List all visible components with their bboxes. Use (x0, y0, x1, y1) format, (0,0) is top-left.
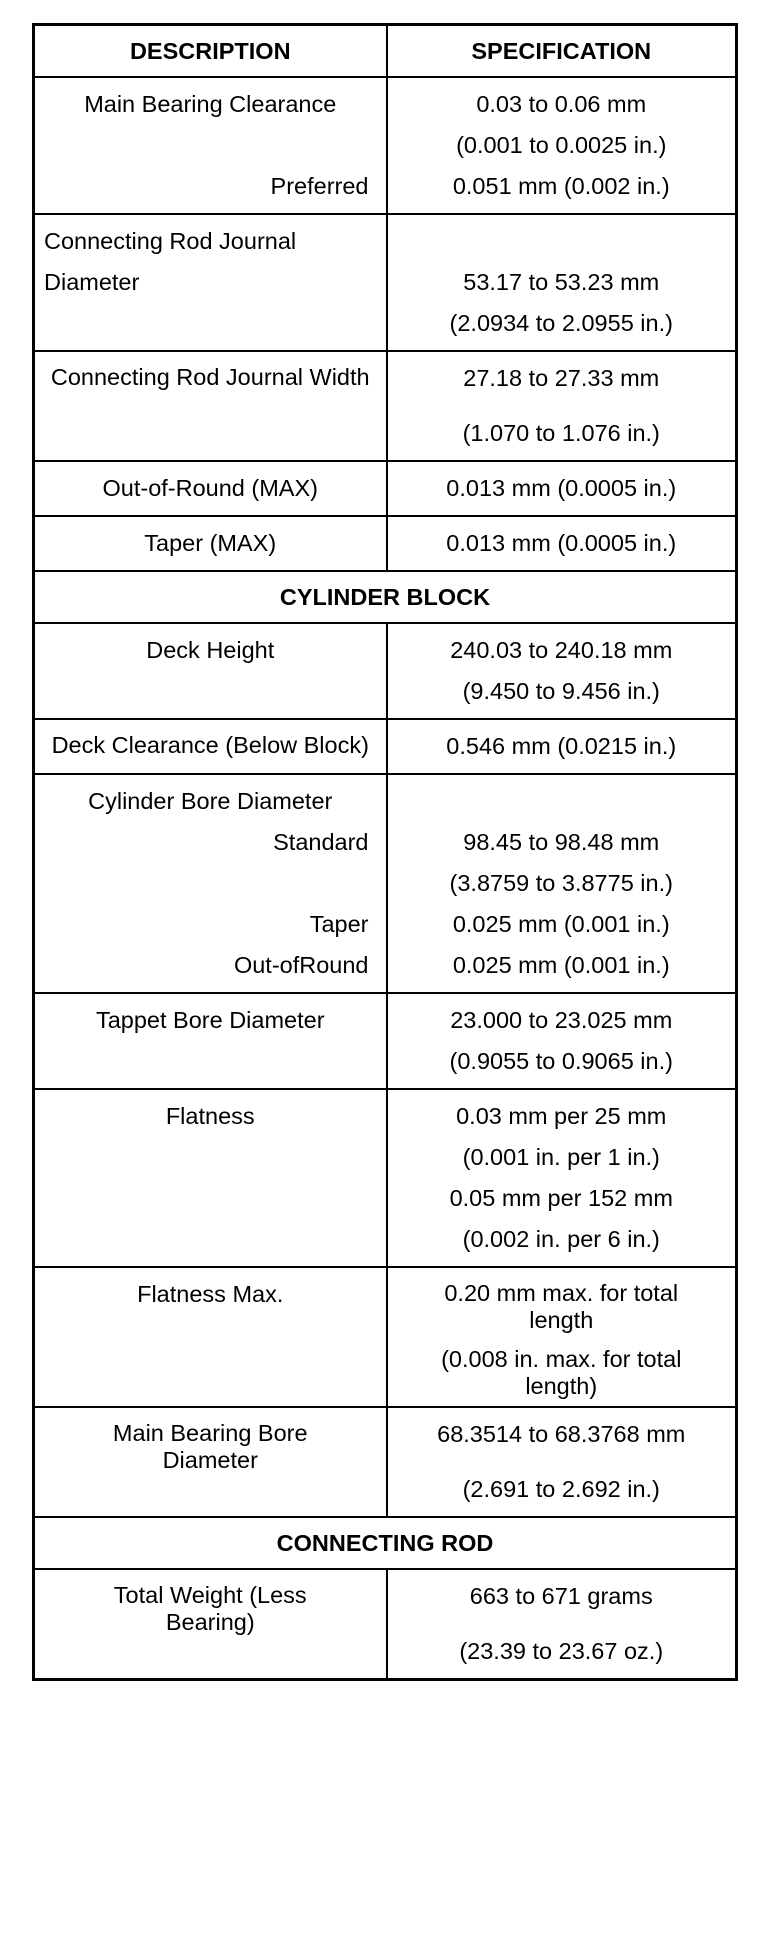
deck-height-label: Deck Height (146, 637, 275, 663)
table-row (34, 461, 737, 516)
deck-height-spec-in: (9.450 to 9.456 in.) (462, 678, 660, 704)
preferred-label: Preferred (270, 173, 369, 199)
bore-taper-label: Taper (309, 911, 369, 937)
flatness-spec-1: 0.03 mm per 25 mm (456, 1103, 667, 1129)
deck-clearance-spec: 0.546 mm (0.0215 in.) (446, 733, 677, 759)
rod-journal-width-spec-mm: 27.18 to 27.33 mm (463, 365, 660, 391)
flatness-label: Flatness (165, 1103, 255, 1129)
table-row (34, 214, 737, 351)
flatness-max-spec-2: (0.008 in. max. for total length) (441, 1346, 682, 1399)
rod-journal-width-spec-in: (1.070 to 1.076 in.) (462, 420, 660, 446)
deck-height-spec-mm: 240.03 to 240.18 mm (450, 637, 673, 663)
taper-spec: 0.013 mm (0.0005 in.) (446, 530, 677, 556)
description-cell (34, 351, 387, 461)
description-cell (34, 993, 387, 1089)
specification-header: SPECIFICATION (387, 25, 737, 78)
table-row (34, 351, 737, 461)
connecting-rod-title: CONNECTING ROD (34, 1517, 737, 1569)
description-cell (34, 774, 387, 993)
rod-journal-width-label: Connecting Rod Journal Width (50, 364, 370, 390)
specification-cell (387, 719, 737, 774)
rod-journal-diameter-spec-mm: 53.17 to 53.23 mm (463, 269, 660, 295)
table-row (34, 623, 737, 719)
specification-cell (387, 1407, 737, 1517)
description-cell (34, 214, 387, 351)
total-weight-spec-grams: 663 to 671 grams (469, 1583, 653, 1609)
specification-cell (387, 993, 737, 1089)
table-row (34, 1407, 737, 1517)
total-weight-label: Total Weight (Less Bearing) (113, 1582, 307, 1635)
specification-cell (387, 623, 737, 719)
table-row (34, 516, 737, 571)
section-row (34, 1517, 737, 1569)
total-weight-spec-oz: (23.39 to 23.67 oz.) (459, 1638, 664, 1664)
main-bearing-bore-label: Main Bearing Bore Diameter (112, 1420, 308, 1473)
description-cell (34, 1569, 387, 1680)
specification-cell (387, 214, 737, 351)
cylinder-block-title: CYLINDER BLOCK (34, 571, 737, 623)
specification-cell (387, 1267, 737, 1407)
specification-cell (387, 774, 737, 993)
specification-cell (387, 1089, 737, 1267)
specification-cell (387, 461, 737, 516)
deck-clearance-label: Deck Clearance (Below Block) (51, 732, 369, 758)
tappet-bore-label: Tappet Bore Diameter (95, 1007, 325, 1033)
bore-out-of-round-spec: 0.025 mm (0.001 in.) (452, 952, 670, 978)
description-header: DESCRIPTION (34, 25, 387, 78)
description-cell (34, 623, 387, 719)
description-cell (34, 516, 387, 571)
bore-standard-spec-mm: 98.45 to 98.48 mm (463, 829, 660, 855)
cylinder-bore-label: Cylinder Bore Diameter (88, 788, 333, 814)
section-row (34, 571, 737, 623)
flatness-spec-4: (0.002 in. per 6 in.) (462, 1226, 660, 1252)
rod-journal-diameter-label-2: Diameter (44, 269, 140, 295)
table-row (34, 719, 737, 774)
main-bearing-spec-in: (0.001 to 0.0025 in.) (456, 132, 667, 158)
spec-table (32, 23, 738, 1681)
main-bearing-bore-spec-mm: 68.3514 to 68.3768 mm (437, 1421, 686, 1447)
bore-standard-label: Standard (273, 829, 369, 855)
rod-journal-diameter-spec-in: (2.0934 to 2.0955 in.) (449, 310, 673, 336)
taper-label: Taper (MAX) (144, 530, 277, 556)
preferred-spec: 0.051 mm (0.002 in.) (452, 173, 670, 199)
specification-cell (387, 77, 737, 214)
description-cell (34, 1089, 387, 1267)
table-row (34, 1089, 737, 1267)
description-cell (34, 1407, 387, 1517)
table-row (34, 1267, 737, 1407)
bore-out-of-round-label: Out-ofRound (233, 952, 369, 978)
out-of-round-spec: 0.013 mm (0.0005 in.) (446, 475, 677, 501)
main-bearing-spec-mm: 0.03 to 0.06 mm (476, 91, 647, 117)
tappet-bore-spec-in: (0.9055 to 0.9065 in.) (449, 1048, 673, 1074)
main-bearing-clearance-label: Main Bearing Clearance (84, 91, 337, 117)
flatness-spec-3: 0.05 mm per 152 mm (449, 1185, 673, 1211)
flatness-max-spec-1: 0.20 mm max. for total length (444, 1280, 679, 1333)
table-row (34, 993, 737, 1089)
description-cell (34, 1267, 387, 1407)
specification-cell (387, 1569, 737, 1680)
out-of-round-label: Out-of-Round (MAX) (102, 475, 318, 501)
header-row (34, 25, 737, 78)
specification-cell (387, 516, 737, 571)
tappet-bore-spec-mm: 23.000 to 23.025 mm (450, 1007, 673, 1033)
rod-journal-diameter-label-1: Connecting Rod Journal (44, 228, 297, 254)
table-row (34, 774, 737, 993)
flatness-max-label: Flatness Max. (137, 1281, 284, 1307)
description-cell (34, 461, 387, 516)
table-row (34, 1569, 737, 1680)
description-cell (34, 719, 387, 774)
description-cell (34, 77, 387, 214)
bore-standard-spec-in: (3.8759 to 3.8775 in.) (449, 870, 673, 896)
main-bearing-bore-spec-in: (2.691 to 2.692 in.) (462, 1476, 660, 1502)
bore-taper-spec: 0.025 mm (0.001 in.) (452, 911, 670, 937)
specification-cell (387, 351, 737, 461)
table-row (34, 77, 737, 214)
flatness-spec-2: (0.001 in. per 1 in.) (462, 1144, 660, 1170)
